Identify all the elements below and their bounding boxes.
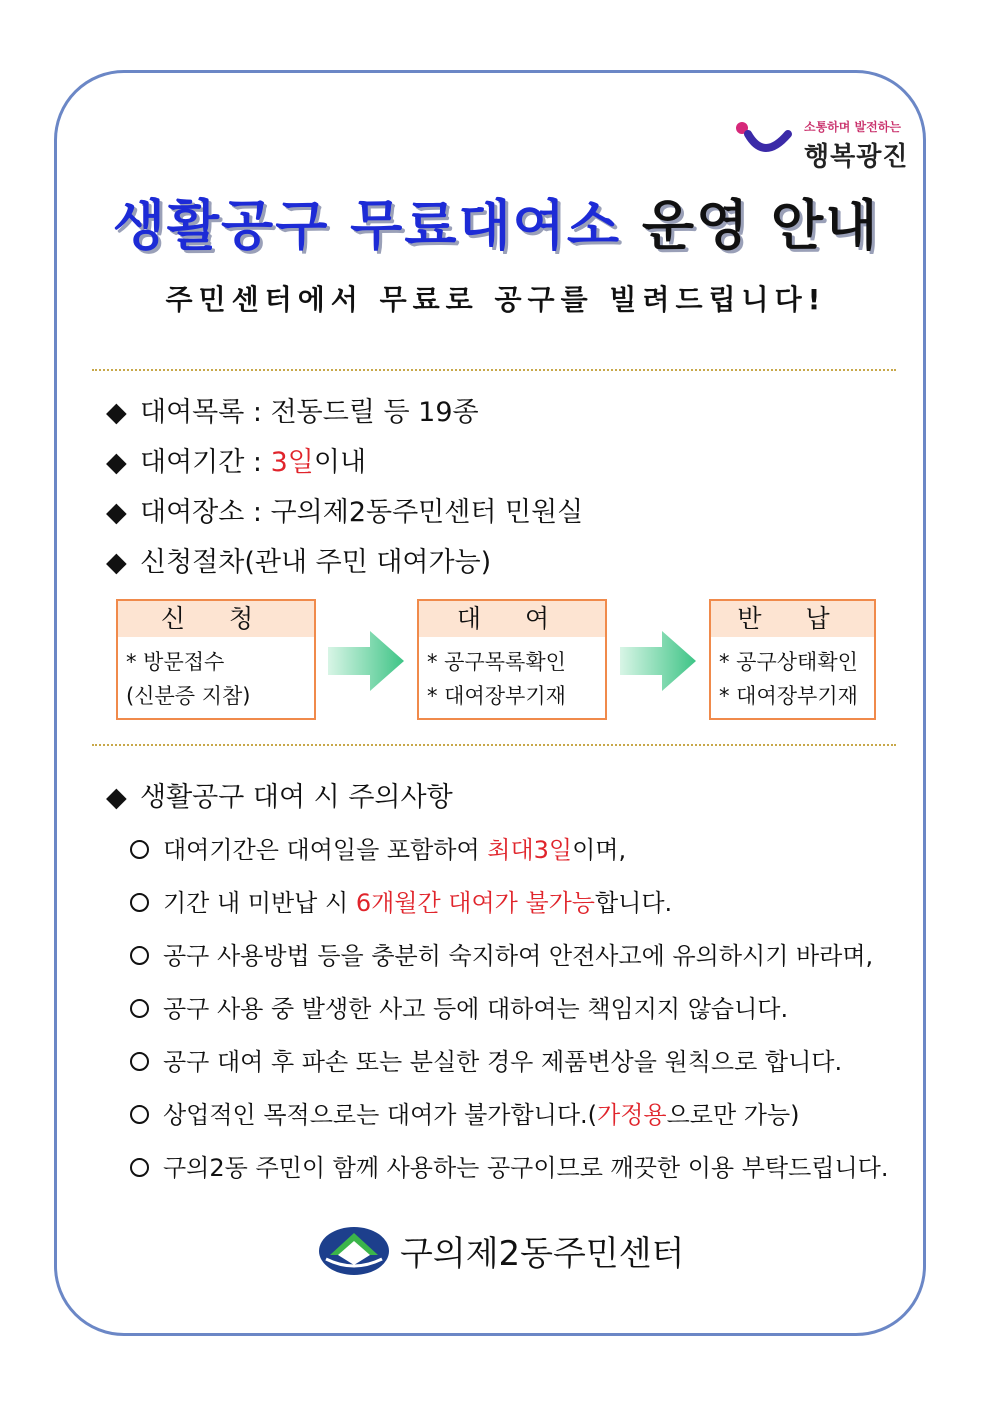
info-item-period [106,440,366,479]
caution-rule: 기간 내 미반납 시 6개월간 대여가 불가능합니다. [130,883,672,918]
district-emblem-icon [318,1225,390,1277]
circle-bullet-icon [130,999,149,1018]
diamond-bullet-icon: ◆ [106,497,127,528]
info-item-procedure [106,540,491,579]
info-text: 대여장소 : 구의제2동주민센터 민원실 [140,497,584,528]
circle-bullet-icon [130,893,149,912]
info-text: 대여기간 : [140,447,271,478]
diamond-bullet-icon: ◆ [106,782,127,813]
step-line: * 대여장부기재 [719,684,858,708]
info-text: 신청절차(관내 주민 대여가능) [140,547,492,578]
title-highlight: 생활공구 무료대여소 [112,194,621,257]
info-text: 이내 [313,447,367,478]
page-subtitle: 주민센터에서 무료로 공구를 빌려드립니다! [165,283,827,316]
smile-logo-icon [734,118,794,164]
title-rest: 운영 안내 [641,194,880,257]
step-line: * 방문접수 [126,650,225,674]
step-rent [417,599,607,720]
circle-bullet-icon [130,1158,149,1177]
circle-bullet-icon [130,946,149,965]
diamond-bullet-icon: ◆ [106,547,127,578]
arrow-right-icon [620,631,696,691]
step-line: * 대여장부기재 [427,684,566,708]
step-return [709,599,876,720]
diamond-bullet-icon: ◆ [106,447,127,478]
circle-bullet-icon [130,1052,149,1071]
info-highlight: 3일 [270,447,314,478]
brand-logo [734,116,909,172]
diamond-bullet-icon: ◆ [106,397,127,428]
info-text: 대여목록 : 전동드릴 등 19종 [140,397,479,428]
step-title: 신 청 [118,601,314,637]
step-line: * 공구목록확인 [427,650,566,674]
logo-slogan: 소통하며 발전하는 [804,120,901,134]
caution-rule: 대여기간은 대여일을 포함하여 최대3일이며, [130,830,626,865]
circle-bullet-icon [130,1105,149,1124]
footer-organization: 구의제2동주민센터 [400,1234,685,1274]
caution-rule: 공구 사용 중 발생한 사고 등에 대하여는 책임지지 않습니다. [130,989,788,1024]
step-title: 반 납 [711,601,874,637]
step-line: (신분증 지참) [126,684,251,708]
caution-rule: 구의2동 주민이 함께 사용하는 공구이므로 깨끗한 이용 부탁드립니다. [130,1148,888,1183]
circle-bullet-icon [130,840,149,859]
caution-rule: 공구 대여 후 파손 또는 분실한 경우 제품변상을 원칙으로 합니다. [130,1042,842,1077]
dotted-divider [92,369,896,371]
page-title [0,183,992,260]
caution-title: 생활공구 대여 시 주의사항 [140,782,453,813]
info-item-place [106,490,583,529]
step-line: * 공구상태확인 [719,650,858,674]
logo-brand: 행복광진 [804,142,909,172]
step-title: 대 여 [419,601,605,637]
caution-rule: 공구 사용방법 등을 충분히 숙지하여 안전사고에 유의하시기 바라며, [130,936,873,971]
step-apply [116,599,316,720]
arrow-right-icon [328,631,404,691]
caution-rule: 상업적인 목적으로는 대여가 불가합니다.(가정용으로만 가능) [130,1095,800,1130]
dotted-divider [92,744,896,746]
info-item-list [106,390,479,429]
caution-heading [106,775,453,814]
